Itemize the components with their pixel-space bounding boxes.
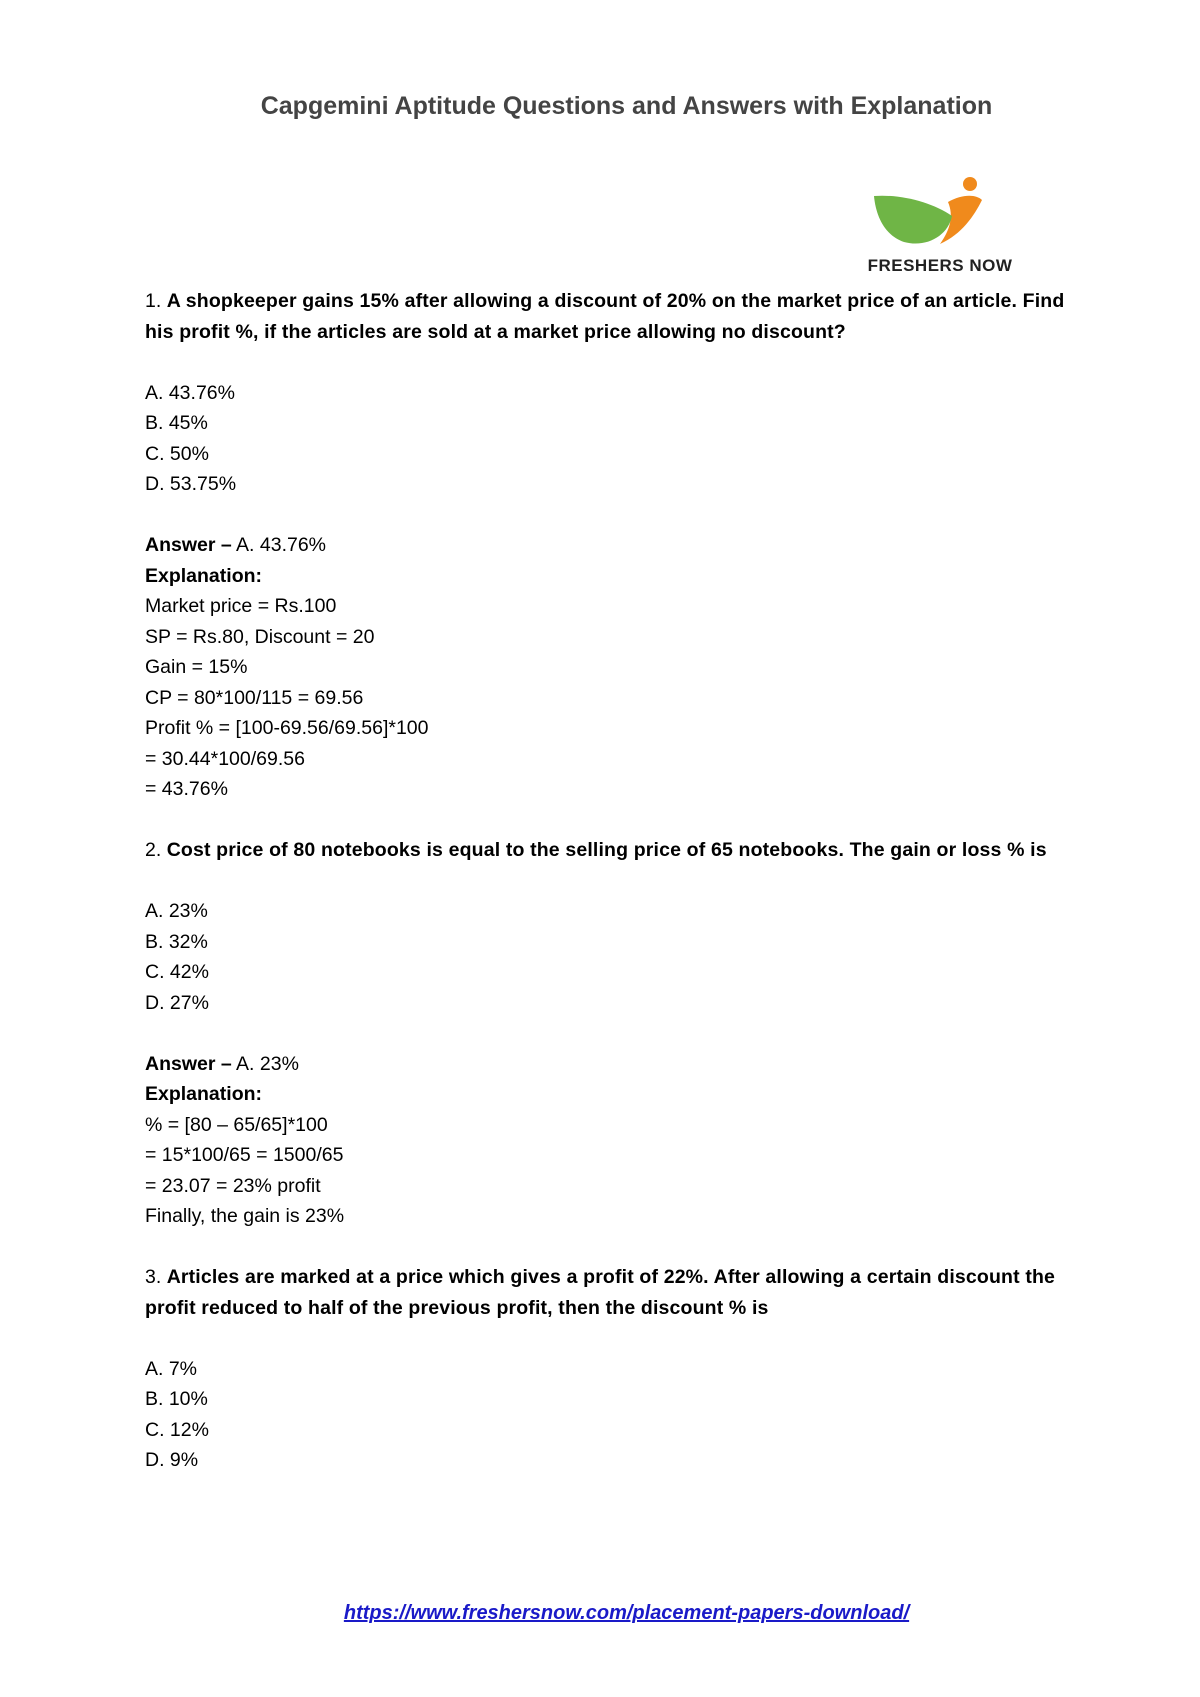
explanation-line: Finally, the gain is 23%	[145, 1205, 345, 1227]
footer-link[interactable]: https://www.freshersnow.com/placement-papers-download/	[343, 1602, 910, 1624]
option-b: B. 10%	[145, 1388, 208, 1410]
question-3	[145, 1262, 1075, 1323]
question-number: 2.	[145, 839, 162, 861]
question-number: 1.	[145, 290, 162, 312]
explanation-label: Explanation:	[145, 1083, 263, 1105]
explanation-line: = 43.76%	[145, 778, 228, 800]
explanation-line: = 23.07 = 23% profit	[145, 1174, 321, 1197]
page-title: Capgemini Aptitude Questions and Answers with Explanation	[260, 92, 993, 120]
answer-line	[145, 1049, 1075, 1080]
explanation-line: Profit % = [100-69.56/69.56]*100	[145, 717, 429, 739]
footer	[0, 1602, 1200, 1625]
option-c: C. 50%	[145, 442, 209, 465]
question-1	[145, 286, 1075, 347]
answer-value: A. 43.76%	[236, 534, 327, 556]
option-d: D. 27%	[145, 991, 209, 1014]
explanation-line: SP = Rs.80, Discount = 20	[145, 625, 375, 648]
option-a: A. 7%	[145, 1357, 198, 1380]
option-b: B. 45%	[145, 412, 208, 434]
freshers-now-logo	[850, 172, 1030, 282]
option-d: D. 53.75%	[145, 473, 237, 495]
question-list	[145, 286, 1075, 1476]
option-c: C. 12%	[145, 1418, 209, 1441]
answer-value: A. 23%	[236, 1052, 299, 1075]
runner-logo-icon	[870, 172, 990, 262]
option-b: B. 32%	[145, 930, 208, 953]
explanation-line: Gain = 15%	[145, 656, 248, 678]
option-d: D. 9%	[145, 1449, 199, 1471]
question-2	[145, 835, 1075, 866]
question-text: Cost price of 80 notebooks is equal to the selling price of 65 notebooks. The gain or loss % is	[166, 839, 1047, 861]
option-c: C. 42%	[145, 961, 209, 983]
explanation-line: = 15*100/65 = 1500/65	[145, 1144, 344, 1166]
answer-line	[145, 530, 1075, 561]
explanation-label: Explanation:	[145, 564, 263, 587]
explanation-line: % = [80 – 65/65]*100	[145, 1113, 328, 1136]
explanation-line: CP = 80*100/115 = 69.56	[145, 686, 364, 709]
option-a: A. 43.76%	[145, 381, 235, 404]
answer-label: Answer –	[145, 534, 232, 556]
explanation-line: = 30.44*100/69.56	[145, 747, 305, 770]
logo-text: FRESHERS NOW	[867, 256, 1013, 275]
option-a: A. 23%	[145, 900, 208, 922]
question-text: Articles are marked at a price which gives a profit of 22%. After allowing a certain discount the profit reduced to half of the previous profit, then the discount % is	[145, 1266, 1056, 1319]
question-number: 3.	[145, 1266, 162, 1288]
question-text: A shopkeeper gains 15% after allowing a discount of 20% on the market price of an article. Find his profit %, if the articles are sold at a market price allowing no discount?	[145, 290, 1065, 343]
explanation-line: Market price = Rs.100	[145, 595, 337, 617]
answer-label: Answer –	[145, 1052, 232, 1075]
